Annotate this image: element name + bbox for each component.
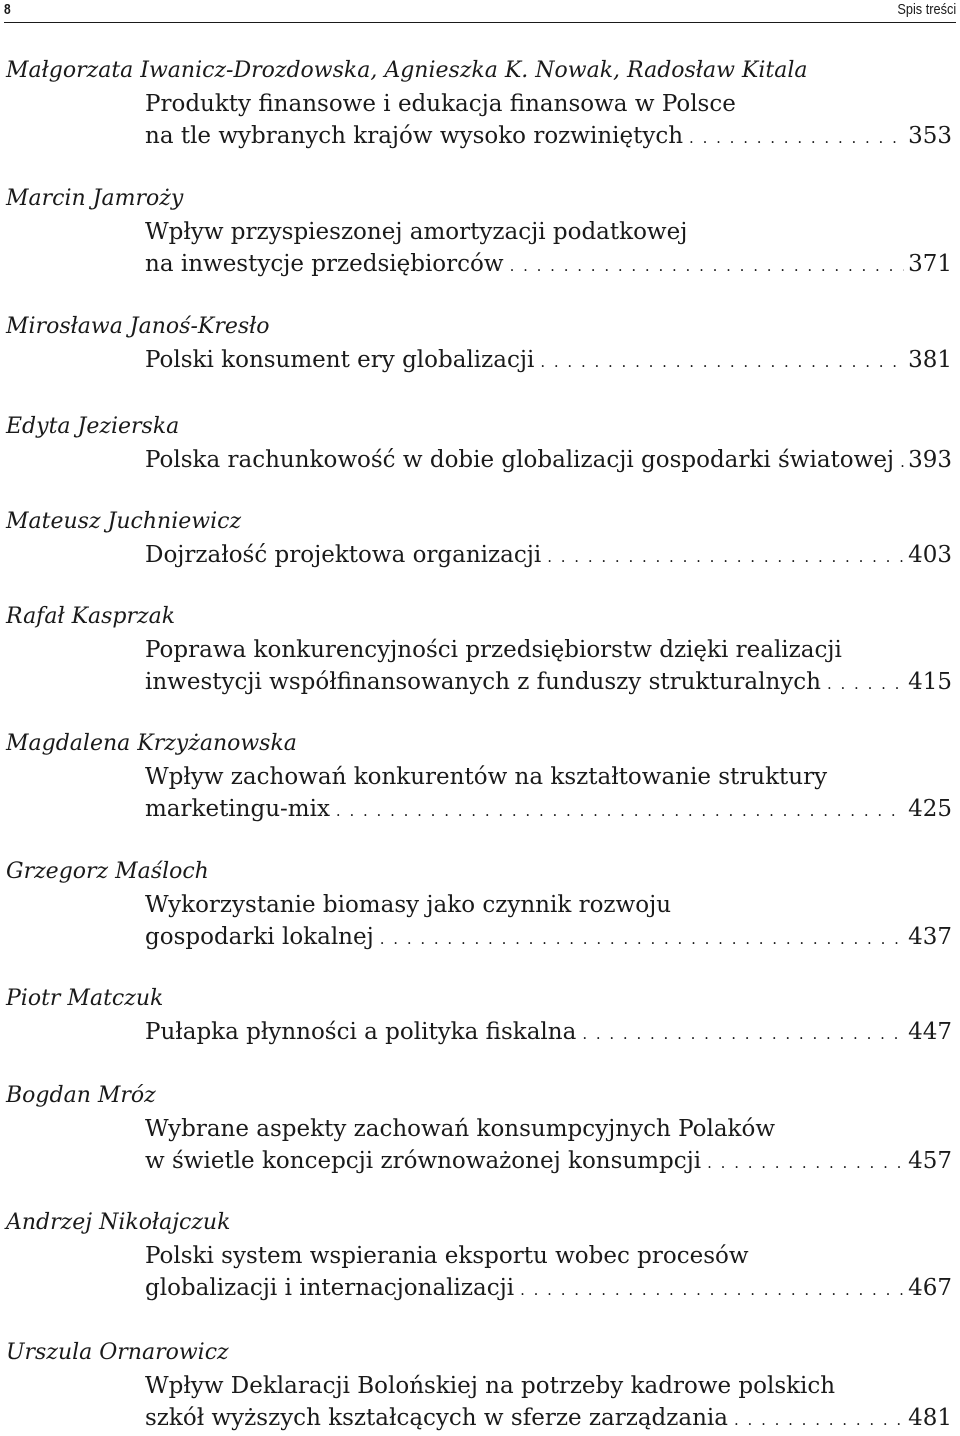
toc-title-line xyxy=(145,344,952,376)
toc-title-text: Wpływ Deklaracji Bolońskiej na potrzeby kadrowe polskich xyxy=(145,1373,836,1399)
toc-title-line xyxy=(145,539,952,571)
toc-title-text: Polska rachunkowość w dobie globalizacji gospodarki światowej xyxy=(145,447,895,473)
toc-page-number: 353 xyxy=(908,123,952,149)
toc-title-text: na tle wybranych krajów wysoko rozwiniętych xyxy=(145,123,684,149)
toc-author: Mateusz Juchniewicz xyxy=(6,509,242,534)
toc-title-line xyxy=(145,444,952,476)
running-header xyxy=(4,0,956,23)
toc-title-text: na inwestycje przedsiębiorców xyxy=(145,251,504,277)
toc-author: Grzegorz Maśloch xyxy=(6,859,209,884)
toc-title-text: Polski konsument ery globalizacji xyxy=(145,347,535,373)
toc-page-number: 437 xyxy=(908,924,952,950)
toc-author: Bogdan Mróz xyxy=(6,1083,156,1108)
toc-author: Małgorzata Iwanicz-Drozdowska, Agnieszka K. Nowak, Radosław Kitala xyxy=(6,58,808,83)
page-number: 8 xyxy=(4,1,11,18)
toc-title-text: Wpływ zachowań konkurentów na kształtowanie struktury xyxy=(145,764,828,790)
toc-title-text: Wybrane aspekty zachowań konsumpcyjnych Polaków xyxy=(145,1116,776,1142)
dot-leader xyxy=(689,122,904,154)
dot-leader xyxy=(510,250,905,282)
toc-title-text: Dojrzałość projektowa organizacji xyxy=(145,542,542,568)
toc-title-text: szkół wyższych kształcących w sferze zarządzania xyxy=(145,1405,728,1431)
dot-leader xyxy=(336,795,904,827)
dot-leader xyxy=(827,668,904,700)
dot-leader xyxy=(547,541,904,573)
toc-title-line xyxy=(145,921,952,953)
toc-author: Mirosława Janoś-Kresło xyxy=(6,314,270,339)
dot-leader xyxy=(900,446,904,478)
toc-title-text: globalizacji i internacjonalizacji xyxy=(145,1275,515,1301)
toc-title-line xyxy=(145,1113,952,1145)
toc-page-number: 381 xyxy=(908,347,952,373)
toc-page-number: 457 xyxy=(908,1148,952,1174)
toc-title-line xyxy=(145,793,952,825)
toc-title-line xyxy=(145,1272,952,1304)
toc-title-text: inwestycji współfinansowanych z funduszy strukturalnych xyxy=(145,669,821,695)
toc-page-number: 403 xyxy=(908,542,952,568)
dot-leader xyxy=(582,1018,904,1050)
toc-title-text: Wpływ przyspieszonej amortyzacji podatkowej xyxy=(145,219,688,245)
toc-author: Andrzej Nikołajczuk xyxy=(6,1210,231,1235)
toc-title-line xyxy=(145,761,952,793)
toc-author: Rafał Kasprzak xyxy=(6,604,176,629)
toc-title-line xyxy=(145,1402,952,1434)
dot-leader xyxy=(540,346,904,378)
toc-title-line xyxy=(145,1016,952,1048)
toc-title-line xyxy=(145,1145,952,1177)
toc-title-text: Poprawa konkurencyjności przedsiębiorstw dzięki realizacji xyxy=(145,637,842,663)
dot-leader xyxy=(707,1147,904,1179)
toc-title-text: Produkty finansowe i edukacja finansowa w Polsce xyxy=(145,91,736,117)
toc-title-text: Wykorzystanie biomasy jako czynnik rozwoju xyxy=(145,892,672,918)
toc-title-text: marketingu-mix xyxy=(145,796,330,822)
dot-leader xyxy=(380,923,904,955)
toc-title-line xyxy=(145,666,952,698)
toc-page-number: 371 xyxy=(908,251,952,277)
toc-author: Marcin Jamroży xyxy=(6,186,184,211)
toc-page-number: 447 xyxy=(908,1019,952,1045)
toc-author: Piotr Matczuk xyxy=(6,986,164,1011)
toc-page-number: 393 xyxy=(908,447,952,473)
toc-page-number: 481 xyxy=(908,1405,952,1431)
toc-title-line xyxy=(145,216,952,248)
toc-title-text: Pułapka płynności a polityka fiskalna xyxy=(145,1019,577,1045)
toc-author: Edyta Jezierska xyxy=(6,414,180,439)
toc-title-text: w świetle koncepcji zrównoważonej konsumpcji xyxy=(145,1148,702,1174)
toc-page-number: 415 xyxy=(908,669,952,695)
toc-title-line xyxy=(145,1370,952,1402)
toc-author: Urszula Ornarowicz xyxy=(6,1340,229,1365)
toc-title-line xyxy=(145,889,952,921)
toc-title-line xyxy=(145,120,952,152)
dot-leader xyxy=(520,1274,904,1306)
toc-page-number: 467 xyxy=(908,1275,952,1301)
dot-leader xyxy=(734,1404,904,1436)
toc-title-line xyxy=(145,1240,952,1272)
section-title: Spis treści xyxy=(897,1,956,18)
toc-title-line xyxy=(145,634,952,666)
toc-title-text: gospodarki lokalnej xyxy=(145,924,374,950)
toc-title-line xyxy=(145,88,952,120)
toc-title-text: Polski system wspierania eksportu wobec procesów xyxy=(145,1243,749,1269)
toc-title-line xyxy=(145,248,952,280)
toc-page-number: 425 xyxy=(908,796,952,822)
toc-author: Magdalena Krzyżanowska xyxy=(6,731,297,756)
